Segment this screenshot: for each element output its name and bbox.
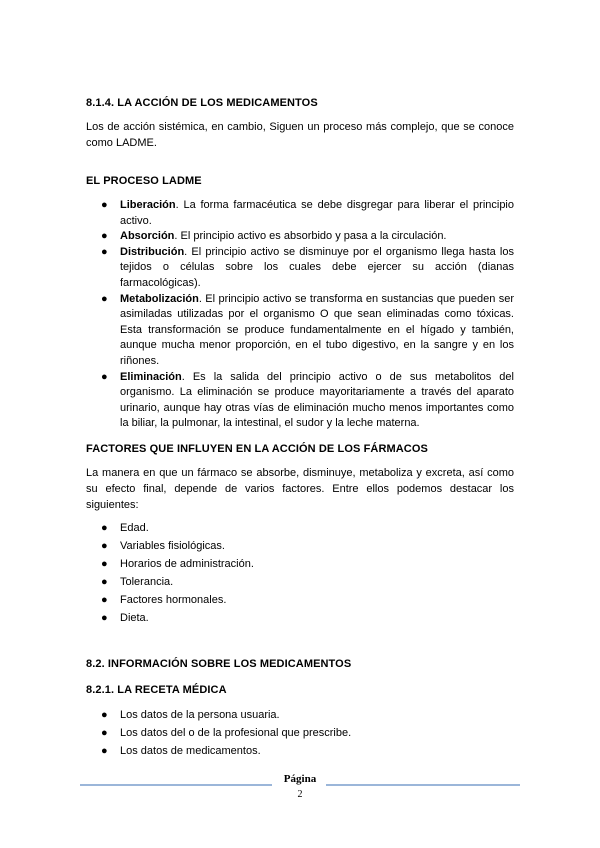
receta-item xyxy=(86,724,514,742)
ladme-item xyxy=(86,198,514,229)
factor-text: Factores hormonales. xyxy=(120,594,227,606)
receta-text: Los datos de la persona usuaria. xyxy=(120,709,280,721)
factor-item xyxy=(86,519,514,537)
section-heading-ladme: EL PROCESO LADME xyxy=(86,175,202,187)
factor-item xyxy=(86,609,514,627)
footer-page-number: 2 xyxy=(297,789,303,800)
ladme-item xyxy=(86,245,514,292)
receta-text: Los datos de medicamentos. xyxy=(120,745,261,757)
bullet-icon: ● xyxy=(101,245,108,258)
receta-text: Los datos del o de la profesional que prescribe. xyxy=(120,727,352,739)
bullet-icon: ● xyxy=(101,230,108,243)
factores-paragraph: La manera en que un fármaco se absorbe, disminuye, metaboliza y excreta, así como su efecto final, depende de varios factores. Entre ellos podemos destacar los siguientes: xyxy=(86,467,514,511)
ladme-text: . El principio activo se transforma en sustancias que pueden ser asimiladas utilizadas por el organismo O que sean eliminadas como tóxicas. Esta transformación se produce fundamentalmente en el hígado y también, aunque mucha menor proporción, en el tubo digestivo, en la sangre y en los riñones. xyxy=(120,292,514,367)
bullet-icon: ● xyxy=(101,370,108,383)
bullet-icon: ● xyxy=(101,292,108,305)
receta-list xyxy=(86,706,514,760)
bullet-icon: ● xyxy=(101,558,108,570)
section-heading-receta: 8.2.1. LA RECETA MÉDICA xyxy=(86,684,227,696)
factor-text: Horarios de administración. xyxy=(120,558,254,570)
ladme-term: Metabolización xyxy=(120,292,199,305)
ladme-text: . Es la salida del principio activo o de sus metabolitos del organismo. La eliminación se produce mayoritariamente a través del aparato urinario, aunque hay otras vías de eliminación mucho menos importantes como la biliar, la pulmonar, la intestinal, el sudor y la leche materna. xyxy=(120,370,514,430)
section-heading-accion: 8.1.4. LA ACCIÓN DE LOS MEDICAMENTOS xyxy=(86,97,318,109)
ladme-text: . El principio activo se disminuye por el organismo llega hasta los tejidos o células sobre los cuales debe ejercer su acción (dianas farmacológicas). xyxy=(120,245,514,289)
ladme-text: . La forma farmacéutica se debe disgregar para liberar el principio activo. xyxy=(120,199,514,227)
factor-text: Tolerancia. xyxy=(120,576,174,588)
receta-item xyxy=(86,706,514,724)
factor-item xyxy=(86,555,514,573)
ladme-term: Distribución xyxy=(120,245,185,258)
footer-page-label: Página xyxy=(283,773,317,785)
bullet-icon: ● xyxy=(101,745,108,757)
section-heading-informacion: 8.2. INFORMACIÓN SOBRE LOS MEDICAMENTOS xyxy=(86,658,352,670)
bullet-icon: ● xyxy=(101,709,108,721)
bullet-icon: ● xyxy=(101,199,108,211)
bullet-icon: ● xyxy=(101,612,108,624)
ladme-term: Eliminación xyxy=(120,370,182,383)
section-heading-factores: FACTORES QUE INFLUYEN EN LA ACCIÓN DE LOS FÁRMACOS xyxy=(86,443,428,455)
ladme-item xyxy=(86,370,514,432)
bullet-icon: ● xyxy=(101,540,108,552)
bullet-icon: ● xyxy=(101,727,108,739)
factor-text: Edad. xyxy=(120,522,149,534)
receta-item xyxy=(86,742,514,760)
ladme-term: Liberación xyxy=(120,199,176,211)
bullet-icon: ● xyxy=(101,594,108,606)
factor-item xyxy=(86,591,514,609)
intro-paragraph: Los de acción sistémica, en cambio, Siguen un proceso más complejo, que se conoce como LADME. xyxy=(86,121,514,149)
factor-text: Variables fisiológicas. xyxy=(120,540,225,552)
ladme-text: . El principio activo es absorbido y pasa a la circulación. xyxy=(174,230,447,243)
bullet-icon: ● xyxy=(101,522,108,534)
ladme-item xyxy=(86,229,514,245)
ladme-list xyxy=(86,198,514,432)
footer-rule-right xyxy=(326,784,520,786)
footer-rule-left xyxy=(80,784,272,786)
factors-list xyxy=(86,519,514,627)
ladme-term: Absorción xyxy=(120,230,175,243)
bullet-icon: ● xyxy=(101,576,108,588)
factor-item xyxy=(86,573,514,591)
factor-item xyxy=(86,537,514,555)
factor-text: Dieta. xyxy=(120,612,149,624)
ladme-item xyxy=(86,292,514,370)
